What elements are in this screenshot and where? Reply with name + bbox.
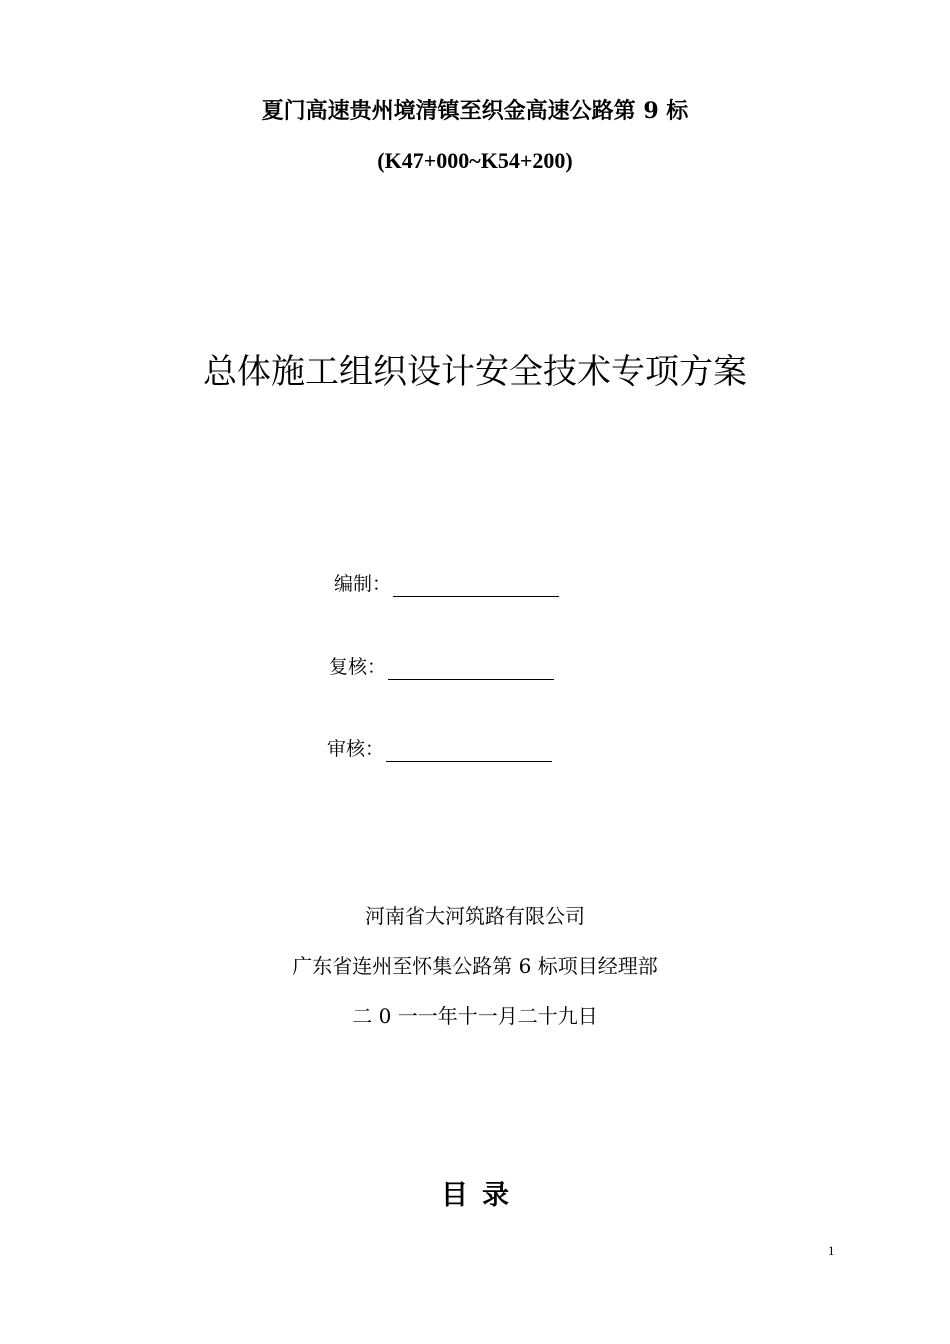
approved-by-label: 审核： bbox=[327, 738, 385, 760]
reviewed-by-row bbox=[329, 654, 554, 680]
compiled-by-blank-line bbox=[393, 576, 559, 597]
reviewed-by-label: 复核： bbox=[329, 656, 387, 678]
approved-by-row bbox=[327, 736, 552, 762]
compiled-by-row bbox=[334, 571, 559, 597]
chainage-range: (K47+000~K54+200) bbox=[377, 148, 573, 173]
company-name: 河南省大河筑路有限公司 bbox=[365, 904, 585, 928]
project-title: 夏门高速贵州境清镇至织金高速公路第 9 标 bbox=[261, 98, 689, 124]
document-title: 总体施工组织设计安全技术专项方案 bbox=[203, 352, 747, 392]
reviewed-by-blank-line bbox=[388, 659, 554, 680]
approved-by-blank-line bbox=[386, 741, 552, 762]
project-department: 广东省连州至怀集公路第 6 标项目经理部 bbox=[292, 954, 658, 978]
document-date: 二 0 一一年十一月二十九日 bbox=[352, 1004, 598, 1028]
compiled-by-label: 编制： bbox=[334, 573, 392, 595]
page-number: 1 bbox=[828, 1243, 835, 1258]
toc-heading: 目录 bbox=[441, 1180, 523, 1211]
